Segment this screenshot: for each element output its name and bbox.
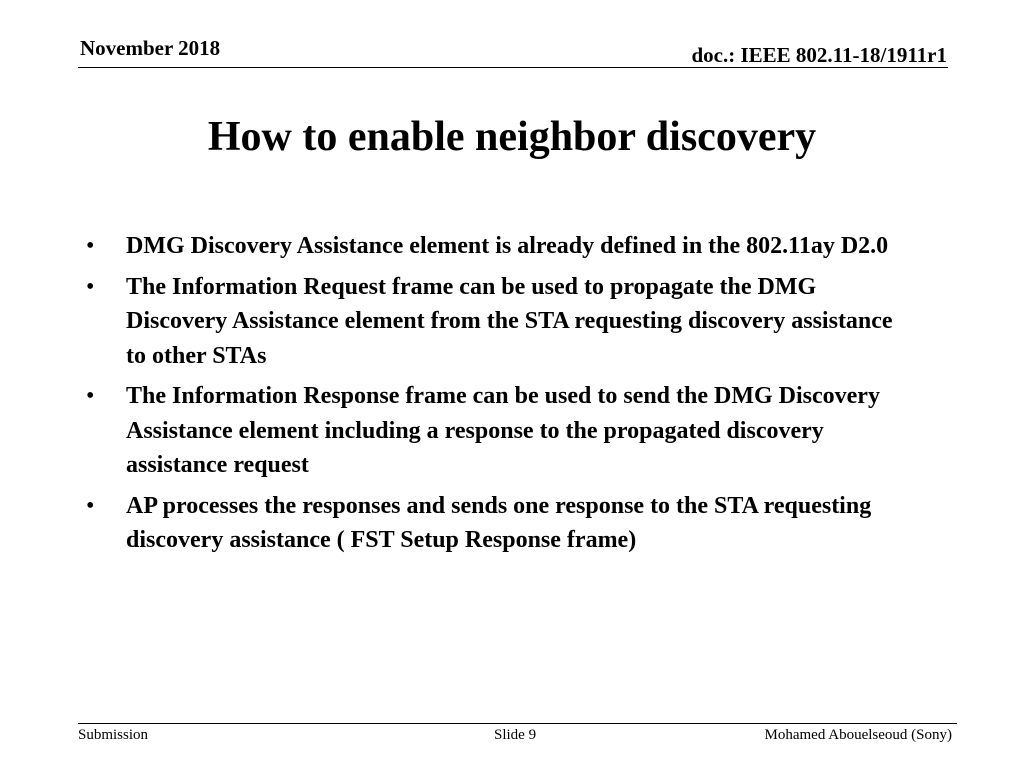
footer-submission: Submission: [78, 727, 149, 743]
bullet-text: DMG Discovery Assistance element is already defined in the 802.11ay D2.0: [126, 233, 889, 259]
slide-number: Slide 9: [494, 727, 537, 743]
bullet-list: [80, 229, 910, 564]
slide-title: How to enable neighbor discovery: [207, 114, 817, 160]
header-divider: [78, 67, 948, 68]
bullet-marker: •: [86, 492, 95, 519]
bullet-item: [80, 270, 910, 374]
bullet-marker: •: [86, 273, 95, 300]
bullet-text: AP processes the responses and sends one response to the STA requesting discovery assistance ( FST Setup Response frame): [126, 492, 872, 553]
bullet-text: The Information Response frame can be used to send the DMG Discovery Assistance element including a response to the propagated discovery assistance request: [126, 383, 880, 478]
bullet-item: [80, 379, 910, 483]
bullet-text: The Information Request frame can be used to propagate the DMG Discovery Assistance element from the STA requesting discovery assistance to other STAs: [126, 273, 893, 369]
bullet-marker: •: [86, 233, 95, 259]
footer-author: Mohamed Abouelseoud (Sony): [764, 727, 952, 743]
bullet-marker: •: [86, 383, 95, 409]
header-date: November 2018: [80, 36, 221, 60]
document-id: doc.: IEEE 802.11-18/1911r1: [691, 43, 947, 67]
bullet-item: [80, 489, 910, 558]
footer-divider: [78, 723, 957, 724]
bullet-item: [80, 229, 910, 264]
